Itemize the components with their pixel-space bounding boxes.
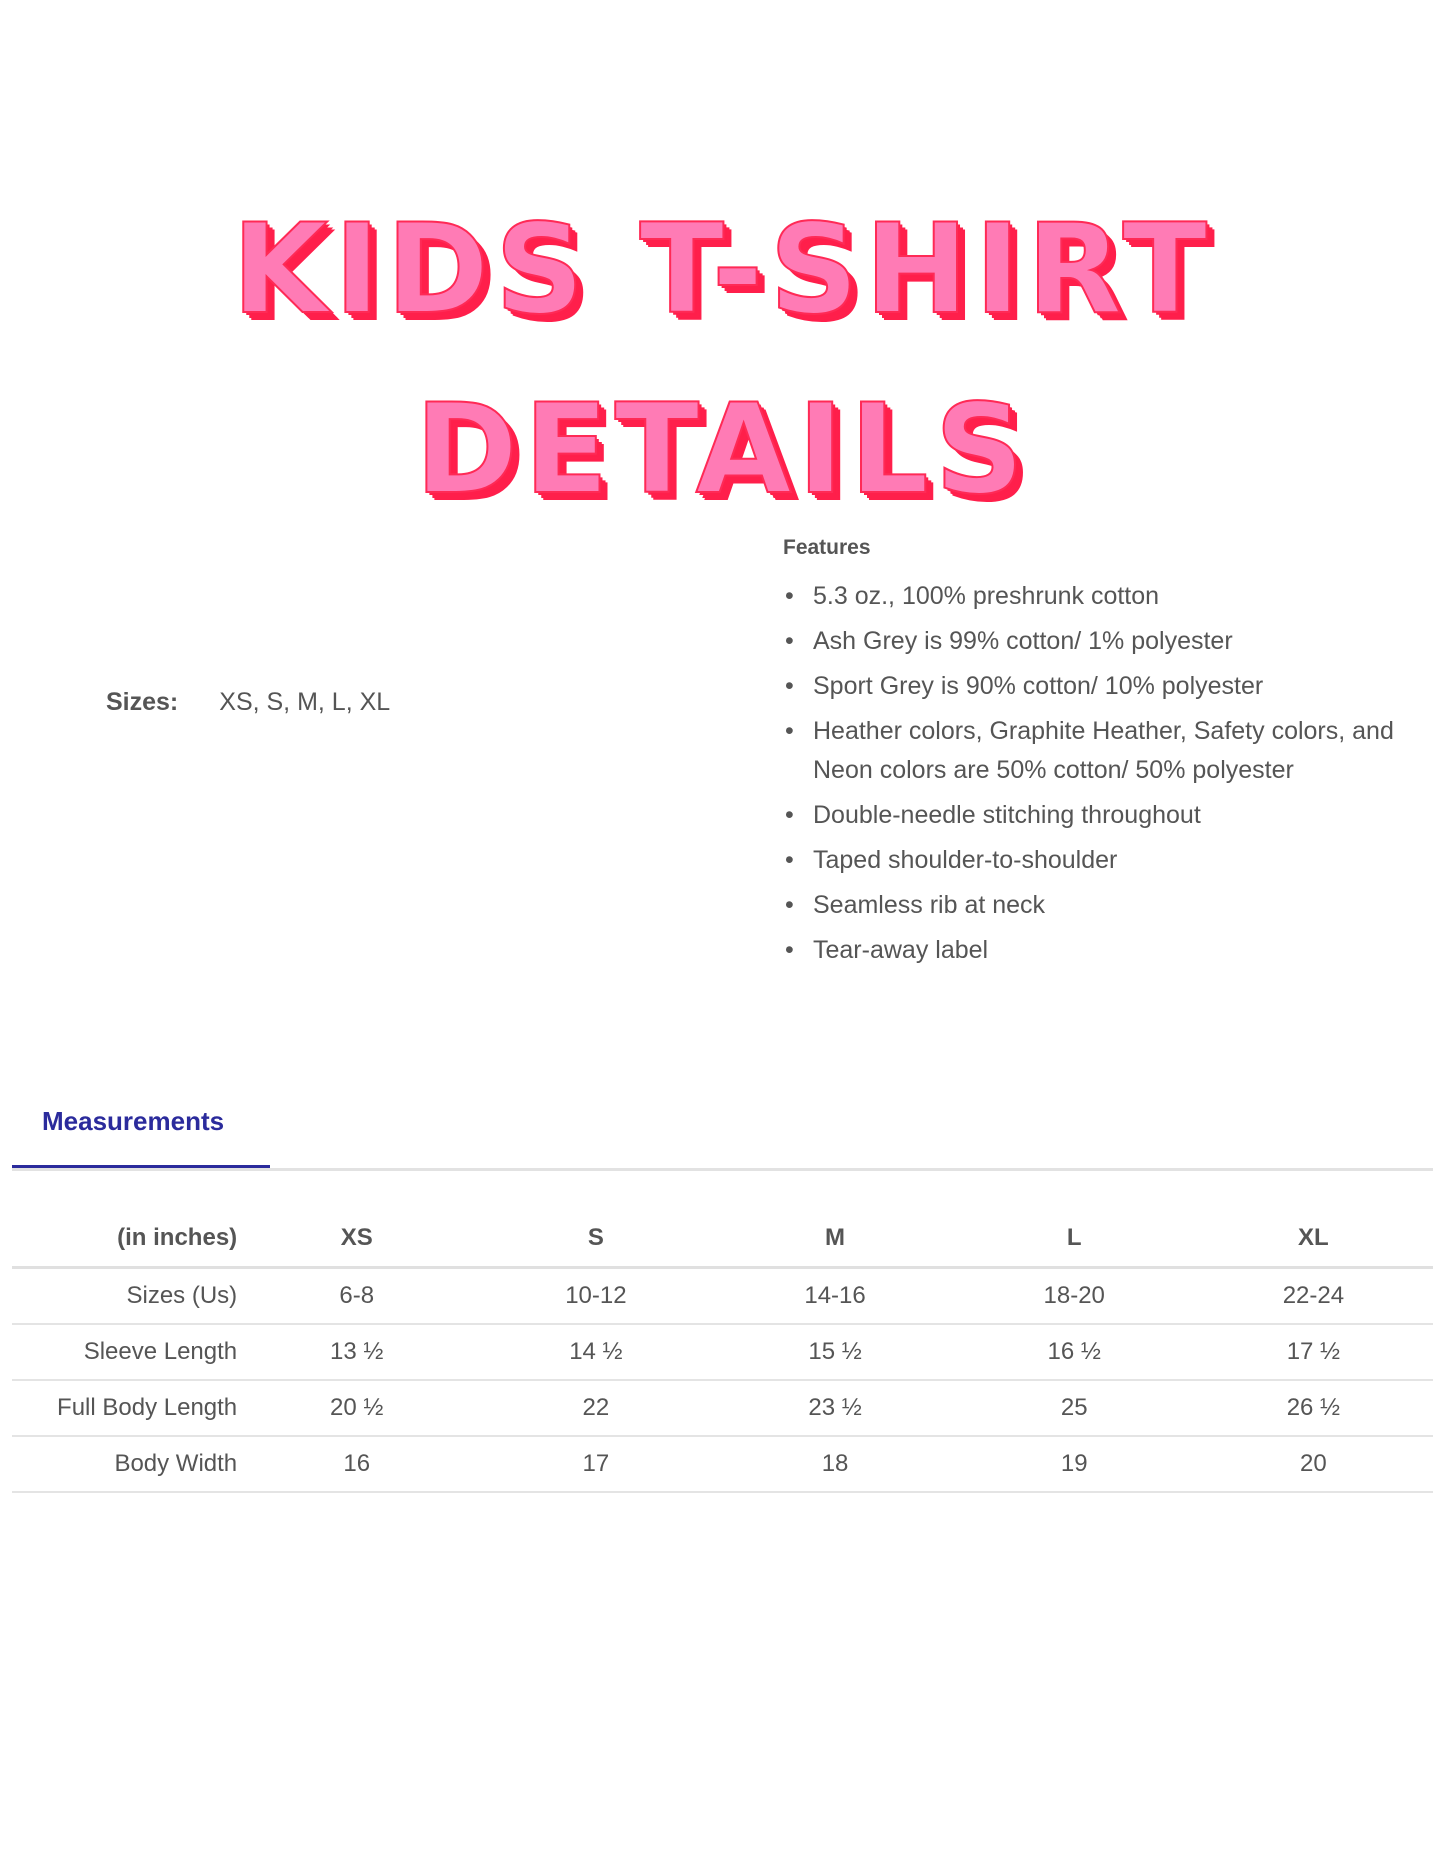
table-header-cell: (in inches): [12, 1210, 237, 1268]
tab-measurements-label: Measurements: [42, 1106, 225, 1136]
feature-text: Seamless rib at neck: [813, 891, 1046, 919]
features-list: [783, 577, 1403, 970]
feature-item: [783, 841, 1403, 880]
title-line-2: DETAILS: [414, 378, 1030, 522]
table-cell: 17 ½: [1194, 1324, 1433, 1380]
table-cell: 22-24: [1194, 1268, 1433, 1325]
table-header-cell: L: [955, 1210, 1194, 1268]
table-row: [12, 1380, 1433, 1436]
table-cell: 18-20: [955, 1268, 1194, 1325]
bullet-icon: •: [785, 717, 794, 745]
feature-item: [783, 712, 1403, 790]
table-header-cell: XL: [1194, 1210, 1433, 1268]
feature-item: [783, 577, 1403, 616]
bullet-icon: •: [785, 582, 794, 610]
feature-text: Taped shoulder-to-shoulder: [813, 846, 1118, 874]
table-cell: 20 ½: [237, 1380, 476, 1436]
bullet-icon: •: [785, 891, 794, 919]
features-section: [783, 536, 1403, 976]
features-heading: Features: [783, 536, 871, 559]
table-cell: 14 ½: [476, 1324, 715, 1380]
table-cell: 10-12: [476, 1268, 715, 1325]
feature-text: Heather colors, Graphite Heather, Safety colors, and Neon colors are 50% cotton/ 50% polyester: [813, 717, 1394, 784]
sizes-summary: [106, 688, 390, 717]
bullet-icon: •: [785, 846, 794, 874]
page-title: [0, 180, 1445, 540]
table-header-cell: M: [715, 1210, 954, 1268]
bullet-icon: •: [785, 627, 794, 655]
feature-item: [783, 622, 1403, 661]
feature-text: Ash Grey is 99% cotton/ 1% polyester: [813, 627, 1233, 655]
table-row: [12, 1324, 1433, 1380]
sizes-label: Sizes:: [106, 688, 179, 716]
bullet-icon: •: [785, 801, 794, 829]
table-header-cell: XS: [237, 1210, 476, 1268]
feature-text: 5.3 oz., 100% preshrunk cotton: [813, 582, 1160, 610]
table-cell: 23 ½: [715, 1380, 954, 1436]
feature-text: Sport Grey is 90% cotton/ 10% polyester: [813, 672, 1264, 700]
table-cell: 25: [955, 1380, 1194, 1436]
row-label: Sleeve Length: [12, 1324, 237, 1380]
table-cell: 22: [476, 1380, 715, 1436]
table-cell: 26 ½: [1194, 1380, 1433, 1436]
table-row: [12, 1268, 1433, 1325]
table-cell: 15 ½: [715, 1324, 954, 1380]
feature-item: [783, 931, 1403, 970]
table-cell: 6-8: [237, 1268, 476, 1325]
feature-text: Double-needle stitching throughout: [813, 801, 1201, 829]
row-label: Sizes (Us): [12, 1268, 237, 1325]
table-cell: 19: [955, 1436, 1194, 1492]
table-cell: 14-16: [715, 1268, 954, 1325]
feature-item: [783, 796, 1403, 835]
feature-text: Tear-away label: [813, 936, 989, 964]
table-cell: 16: [237, 1436, 476, 1492]
table-cell: 17: [476, 1436, 715, 1492]
table-header-cell: S: [476, 1210, 715, 1268]
table-cell: 18: [715, 1436, 954, 1492]
row-label: Full Body Length: [12, 1380, 237, 1436]
table-header-row: [12, 1210, 1433, 1268]
bullet-icon: •: [785, 936, 794, 964]
table-cell: 16 ½: [955, 1324, 1194, 1380]
measurements-table: [12, 1210, 1433, 1493]
sizes-value: XS, S, M, L, XL: [219, 688, 391, 716]
title-line-1: KIDS T-SHIRT: [231, 198, 1214, 342]
tab-measurements[interactable]: [12, 1098, 270, 1168]
tab-bar: [12, 1098, 1433, 1171]
row-label: Body Width: [12, 1436, 237, 1492]
table-cell: 20: [1194, 1436, 1433, 1492]
table-row: [12, 1436, 1433, 1492]
feature-item: [783, 886, 1403, 925]
table-cell: 13 ½: [237, 1324, 476, 1380]
feature-item: [783, 667, 1403, 706]
bullet-icon: •: [785, 672, 794, 700]
